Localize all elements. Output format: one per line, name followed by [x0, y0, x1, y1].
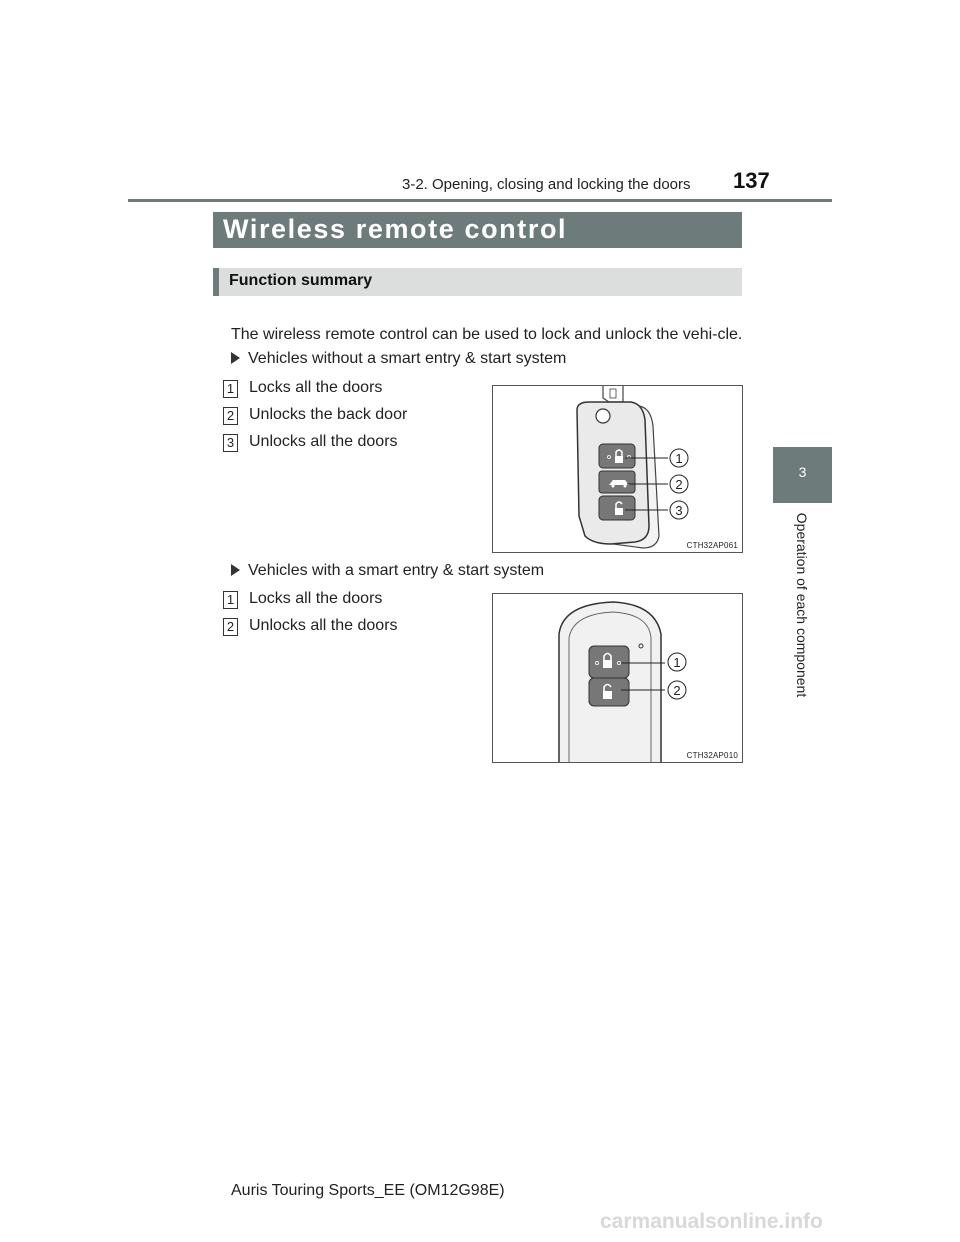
item-number-box: 1: [223, 380, 238, 398]
figure-code: CTH32AP061: [686, 541, 738, 550]
group2-heading: [231, 562, 544, 580]
item-label: Locks all the doors: [249, 379, 383, 396]
item-number-box: 3: [223, 434, 238, 452]
group1-heading: [231, 350, 566, 368]
section-title: 3-2. Opening, closing and locking the doors: [402, 176, 691, 193]
callout-1: 1: [673, 655, 681, 670]
item-number-box: 2: [223, 618, 238, 636]
chapter-tab: [773, 447, 832, 503]
smart-key-illustration: [493, 594, 742, 762]
header-rule: [128, 199, 832, 202]
key-figure-2: [492, 593, 743, 763]
chapter-number: 3: [798, 464, 807, 480]
callout-1: 1: [675, 451, 683, 466]
page-title-bar: [213, 212, 742, 248]
callout-3: 3: [675, 503, 683, 518]
intro-paragraph: The wireless remote control can be used to lock and unlock the vehi-cle.: [231, 326, 743, 343]
item-label: Unlocks all the doors: [249, 433, 398, 450]
key-figure-1: [492, 385, 743, 553]
item-label: Unlocks all the doors: [249, 617, 398, 634]
callout-2: 2: [675, 477, 683, 492]
callout-2: 2: [673, 683, 681, 698]
group2-heading-text: Vehicles with a smart entry & start system: [248, 562, 545, 579]
item-label: Locks all the doors: [249, 590, 383, 607]
subheading-bar: [213, 268, 742, 296]
bullet-triangle-icon: [231, 352, 240, 364]
item-label: Unlocks the back door: [249, 406, 408, 423]
chapter-label: Operation of each component: [794, 512, 810, 698]
item-number-box: 1: [223, 591, 238, 609]
folding-key-illustration: [493, 386, 742, 552]
subheading: Function summary: [229, 272, 373, 289]
page-title: Wireless remote control: [223, 214, 568, 244]
group1-heading-text: Vehicles without a smart entry & start system: [248, 350, 567, 367]
page-number: 137: [733, 168, 770, 193]
item-number-box: 2: [223, 407, 238, 425]
watermark: carmanualsonline.info: [600, 1210, 823, 1233]
footer-model: Auris Touring Sports_EE (OM12G98E): [231, 1182, 505, 1199]
bullet-triangle-icon: [231, 564, 240, 576]
figure-code: CTH32AP010: [686, 751, 738, 760]
